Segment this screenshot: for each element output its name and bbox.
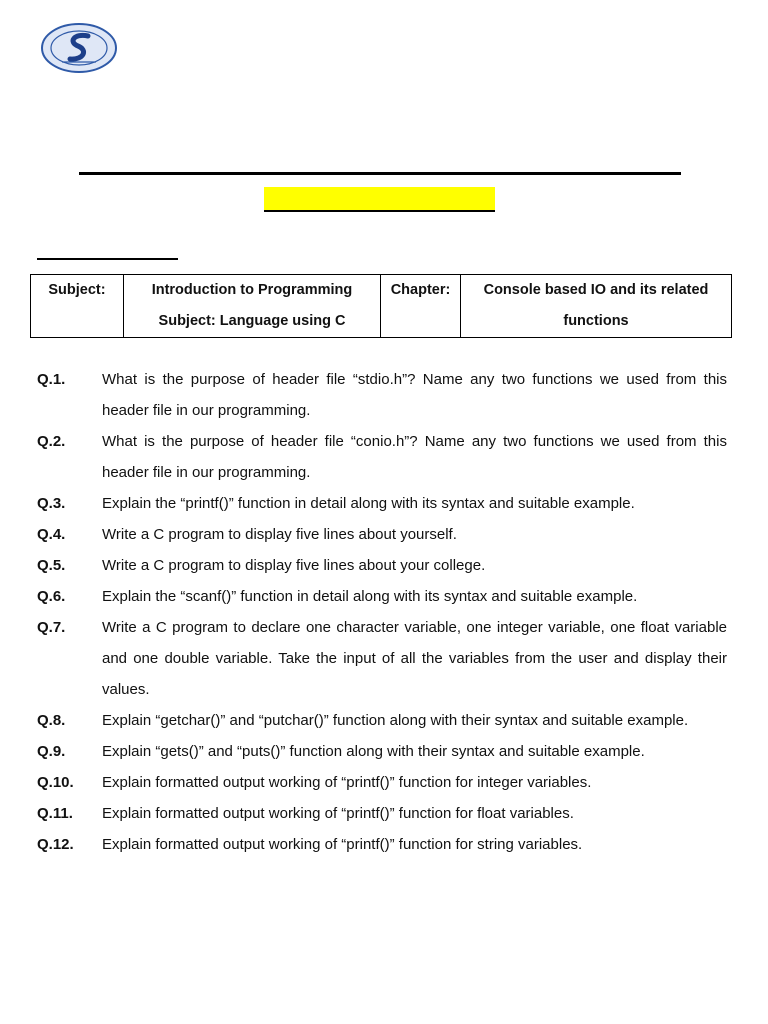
question-list (37, 364, 727, 860)
question-number: Q.5. (37, 557, 66, 574)
subject-value-cell (124, 275, 381, 338)
question-item (37, 705, 727, 736)
question-text: Explain the “printf()” function in detail along with its syntax and suitable example. (102, 495, 635, 512)
question-item (37, 581, 727, 612)
question-text: Explain “gets()” and “puts()” function along with their syntax and suitable example. (102, 743, 645, 760)
question-text: Write a C program to declare one character variable, one integer variable, one float variable and one double variable. Take the input of all the variables from the user and display their values. (102, 619, 727, 698)
subject-value-line1: Introduction to Programming (151, 282, 353, 298)
title-rule (79, 172, 681, 175)
question-number: Q.2. (37, 433, 66, 450)
question-item (37, 519, 727, 550)
question-number: Q.1. (37, 371, 66, 388)
question-item (37, 364, 727, 426)
question-text: Explain formatted output working of “printf()” function for string variables. (102, 836, 583, 853)
question-item (37, 736, 727, 767)
question-text: Write a C program to display five lines about your college. (102, 557, 486, 574)
question-text: Explain formatted output working of “printf()” function for integer variables. (102, 774, 592, 791)
subject-label: Subject: (48, 282, 106, 298)
short-rule (37, 258, 178, 260)
chapter-label-cell (381, 275, 461, 338)
subject-chapter-table (30, 274, 732, 338)
question-number: Q.12. (37, 836, 74, 853)
question-item (37, 829, 727, 860)
college-seal-icon (40, 22, 118, 74)
highlighted-title-area (264, 187, 495, 212)
question-text: What is the purpose of header file “stdio.h”? Name any two functions we used from this header file in our programming. (102, 371, 727, 419)
question-number: Q.11. (37, 805, 73, 822)
question-number: Q.4. (37, 526, 66, 543)
question-item (37, 426, 727, 488)
chapter-label: Chapter: (390, 282, 451, 298)
chapter-value-line1: Console based IO and its related (483, 282, 709, 298)
question-number: Q.8. (37, 712, 66, 729)
question-item (37, 767, 727, 798)
question-item (37, 550, 727, 581)
question-number: Q.10. (37, 774, 74, 791)
college-logo (40, 22, 118, 74)
subject-label-cell (31, 275, 124, 338)
question-item (37, 612, 727, 705)
chapter-value-line2: functions (563, 313, 629, 329)
question-number: Q.3. (37, 495, 66, 512)
question-number: Q.7. (37, 619, 66, 636)
question-number: Q.6. (37, 588, 66, 605)
chapter-value-cell (461, 275, 732, 338)
question-text: Explain the “scanf()” function in detail along with its syntax and suitable example. (102, 588, 638, 605)
question-item (37, 798, 727, 829)
question-text: Write a C program to display five lines about yourself. (102, 526, 457, 543)
question-text: Explain formatted output working of “printf()” function for float variables. (102, 805, 574, 822)
question-number: Q.9. (37, 743, 66, 760)
question-item (37, 488, 727, 519)
question-text: Explain “getchar()” and “putchar()” function along with their syntax and suitable example. (102, 712, 689, 729)
subject-value-line2: Subject: Language using C (158, 313, 346, 329)
question-text: What is the purpose of header file “conio.h”? Name any two functions we used from this header file in our programming. (102, 433, 727, 481)
